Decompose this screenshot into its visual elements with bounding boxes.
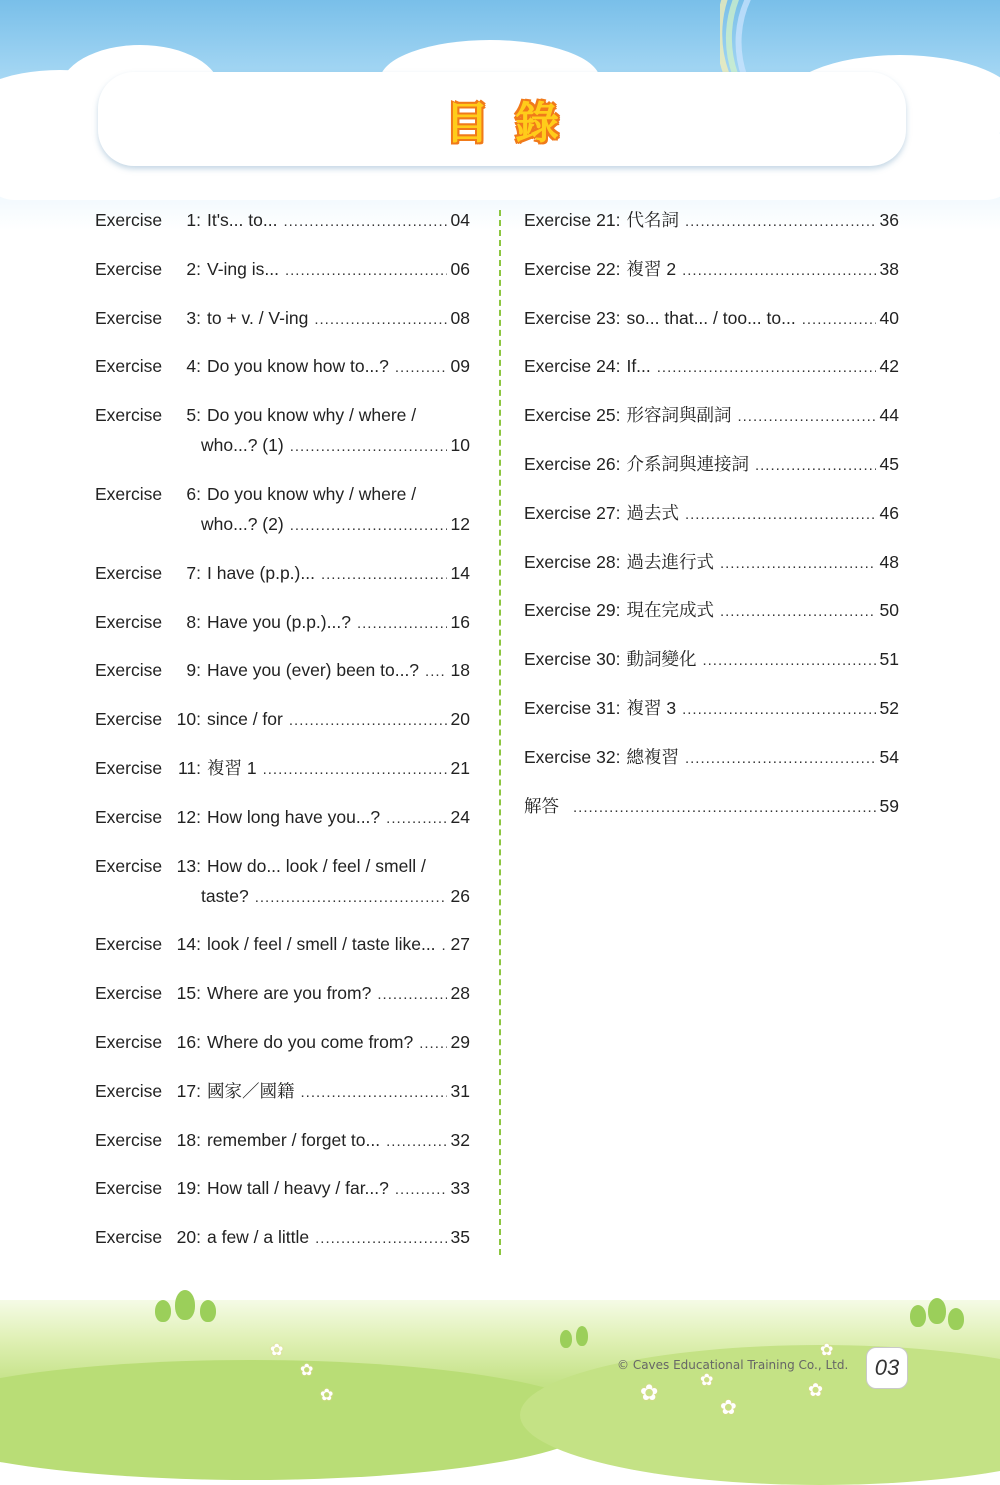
- entry-topic: Do you know why / where /: [206, 405, 417, 426]
- flower-decoration: ✿: [720, 1397, 737, 1419]
- tree-decoration: [560, 1330, 572, 1348]
- entry-topic-continued: taste?: [201, 885, 249, 906]
- entry-page: 29: [450, 1031, 470, 1052]
- entry-topic: Where are you from?: [206, 983, 372, 1004]
- toc-entry[interactable]: Exercise 22 : 複習 2 ..... 38: [524, 254, 899, 284]
- entry-page: 10: [450, 435, 470, 456]
- flower-decoration: ✿: [640, 1380, 659, 1405]
- entry-topic: 介系詞與連接詞: [626, 453, 749, 474]
- leader-dots: [419, 1029, 446, 1059]
- toc-entry[interactable]: Exercise 16 : Where do you come from? ..... 29: [95, 1027, 470, 1057]
- toc-entry[interactable]: Exercise 24 : If... ..... 42: [524, 351, 899, 381]
- toc-entry[interactable]: Exercise 29 : 現在完成式 ..... 50: [524, 595, 899, 625]
- entry-page: 42: [879, 356, 899, 377]
- leader-dots: [685, 207, 876, 237]
- flower-decoration: ✿: [270, 1342, 284, 1359]
- leader-dots: [290, 511, 447, 541]
- toc-entry[interactable]: Exercise 26 : 介系詞與連接詞 ..... 45: [524, 449, 899, 479]
- entry-topic: How long have you...?: [206, 806, 381, 827]
- entry-topic: 動詞變化: [626, 649, 697, 670]
- leader-dots: [802, 305, 876, 335]
- toc-entry[interactable]: Exercise 31 : 複習 3 ..... 52: [524, 693, 899, 723]
- toc-left-column: [95, 205, 470, 1252]
- leader-dots: [285, 256, 447, 286]
- tree-decoration: [155, 1300, 171, 1322]
- leader-dots: [255, 883, 447, 913]
- answers-label: 解答: [524, 795, 559, 816]
- entry-page: 09: [450, 356, 470, 377]
- entry-page: 35: [450, 1227, 470, 1248]
- entry-page: 36: [879, 210, 899, 230]
- entry-topic: Do you know why / where /: [206, 483, 417, 504]
- toc-entry[interactable]: Exercise 28 : 過去進行式 ..... 48: [524, 547, 899, 577]
- flower-decoration: ✿: [808, 1380, 824, 1400]
- entry-topic: How tall / heavy / far...?: [206, 1178, 389, 1199]
- leader-dots: [314, 305, 446, 335]
- toc-entry[interactable]: Exercise 9 : Have you (ever) been to...? ..... 18: [95, 655, 470, 685]
- entry-topic-continued: who...? (2): [201, 513, 284, 534]
- entry-topic: 過去進行式: [626, 551, 714, 572]
- page-number: 03: [866, 1347, 908, 1389]
- toc-entry[interactable]: Exercise 5 : Do you know why / where / who...? (1) ..... 10: [95, 400, 470, 460]
- leader-dots: [720, 597, 876, 627]
- tree-decoration: [576, 1326, 588, 1346]
- leader-dots: [357, 609, 447, 639]
- leader-dots: [682, 256, 875, 286]
- entry-page: 38: [879, 258, 899, 279]
- entry-page: 40: [879, 307, 899, 328]
- leader-dots: [300, 1078, 446, 1108]
- toc-entry[interactable]: Exercise 2 : V-ing is... ..... 06: [95, 254, 470, 284]
- toc-entry[interactable]: Exercise 6 : Do you know why / where / who...? (2) ..... 12: [95, 479, 470, 539]
- tree-decoration: [910, 1305, 926, 1327]
- leader-dots: [321, 560, 447, 590]
- flower-decoration: ✿: [300, 1362, 314, 1379]
- entry-topic: Where do you come from?: [206, 1031, 414, 1052]
- entry-page: 08: [450, 307, 470, 328]
- entry-page: 48: [879, 551, 899, 572]
- toc-entry[interactable]: Exercise 7 : I have (p.p.)... ..... 14: [95, 558, 470, 588]
- entry-topic: a few / a little: [206, 1227, 310, 1248]
- entry-page: 26: [450, 885, 470, 906]
- entry-topic: It's... to...: [206, 210, 278, 230]
- entry-topic: so... that... / too... to...: [626, 307, 796, 328]
- leader-dots: [377, 980, 446, 1010]
- entry-page: 46: [879, 502, 899, 523]
- entry-topic: 現在完成式: [626, 600, 714, 621]
- toc-entry[interactable]: Exercise 12 : How long have you...? ..... 24: [95, 802, 470, 832]
- entry-page: 20: [450, 709, 470, 730]
- entry-page: 54: [879, 746, 899, 767]
- toc-entry[interactable]: Exercise 4 : Do you know how to...? ..... 09: [95, 351, 470, 381]
- toc-entry[interactable]: Exercise 8 : Have you (p.p.)...? ..... 16: [95, 607, 470, 637]
- toc-right-column: [524, 205, 899, 821]
- toc-entry[interactable]: Exercise 13 : How do... look / feel / smell / taste? ..... 26: [95, 851, 470, 911]
- title-banner: [98, 72, 906, 166]
- copyright-text: © Caves Educational Training Co., Ltd.: [617, 1358, 849, 1372]
- leader-dots: [386, 1127, 446, 1157]
- toc-entry[interactable]: Exercise 18 : remember / forget to... ..... 32: [95, 1125, 470, 1155]
- leader-dots: [395, 1175, 447, 1205]
- toc-entry[interactable]: Exercise 27 : 過去式 ..... 46: [524, 498, 899, 528]
- entry-page: 44: [879, 405, 899, 426]
- flower-decoration: ✿: [700, 1372, 714, 1389]
- toc-entry[interactable]: Exercise 14 : look / feel / smell / taste like... ..... 27: [95, 929, 470, 959]
- entry-page: 31: [450, 1080, 470, 1101]
- toc-entry[interactable]: Exercise 10 : since / for ..... 20: [95, 704, 470, 734]
- entry-page: 50: [879, 600, 899, 621]
- leader-dots: [283, 207, 446, 237]
- entry-page: 14: [450, 562, 470, 583]
- leader-dots: [682, 695, 875, 725]
- entry-topic: Have you (ever) been to...?: [206, 660, 420, 681]
- entry-topic: 總複習: [626, 746, 679, 767]
- entry-page: 33: [450, 1178, 470, 1199]
- leader-dots: [737, 402, 875, 432]
- toc-entry[interactable]: Exercise 32 : 總複習 ..... 54: [524, 742, 899, 772]
- entry-topic: remember / forget to...: [206, 1129, 381, 1150]
- entry-topic-continued: who...? (1): [201, 435, 284, 456]
- toc-entry[interactable]: Exercise 15 : Where are you from? ..... 28: [95, 978, 470, 1008]
- entry-topic: 複習 1: [206, 757, 257, 778]
- entry-topic: 國家／國籍: [206, 1080, 295, 1101]
- leader-dots: [442, 931, 447, 961]
- toc-entry[interactable]: Exercise 21 : 代名詞 ..... 36: [524, 205, 899, 235]
- toc-entry[interactable]: Exercise 25 : 形容詞與副詞 ..... 44: [524, 400, 899, 430]
- entry-topic: If...: [626, 356, 651, 377]
- toc-entry[interactable]: Exercise 30 : 動詞變化 ..... 51: [524, 644, 899, 674]
- entry-topic: 形容詞與副詞: [626, 405, 732, 426]
- toc-entry[interactable]: Exercise 3 : to + v. / V-ing ..... 08: [95, 303, 470, 333]
- entry-topic: to + v. / V-ing: [206, 307, 309, 328]
- flower-decoration: ✿: [320, 1387, 334, 1404]
- entry-page: 24: [450, 806, 470, 827]
- entry-page: 59: [879, 795, 899, 816]
- tree-decoration: [928, 1298, 946, 1324]
- tree-decoration: [200, 1300, 216, 1322]
- toc-entry[interactable]: Exercise 19 : How tall / heavy / far...? ..... 33: [95, 1173, 470, 1203]
- leader-dots: [685, 744, 876, 774]
- flower-decoration: ✿: [820, 1342, 834, 1359]
- entry-topic: 代名詞: [626, 210, 679, 230]
- entry-topic: since / for: [206, 709, 283, 730]
- leader-dots: [395, 353, 447, 383]
- toc-entry[interactable]: Exercise 1 : It's... to... ..... 04: [95, 205, 470, 235]
- entry-page: 06: [450, 258, 470, 279]
- leader-dots: [289, 706, 447, 736]
- entry-topic: V-ing is...: [206, 258, 279, 279]
- column-divider: [499, 210, 501, 1255]
- leader-dots: [755, 451, 876, 481]
- toc-entry[interactable]: Exercise 17 : 國家／國籍 ..... 31: [95, 1076, 470, 1106]
- entry-topic: 複習 2: [626, 258, 677, 279]
- page-title: 目錄: [445, 98, 585, 149]
- entry-topic: I have (p.p.)...: [206, 562, 315, 583]
- toc-entry-answers[interactable]: [524, 791, 899, 821]
- leader-dots: [720, 549, 876, 579]
- leader-dots: [290, 432, 447, 462]
- entry-topic: 過去式: [626, 502, 679, 523]
- entry-page: 45: [879, 453, 899, 474]
- entry-page: 32: [450, 1129, 470, 1150]
- leader-dots: [685, 500, 876, 530]
- entry-page: 52: [879, 697, 899, 718]
- leader-dots: [315, 1224, 446, 1254]
- leader-dots: [263, 755, 447, 785]
- entry-topic: look / feel / smell / taste like...: [206, 934, 436, 955]
- tree-decoration: [175, 1290, 195, 1320]
- entry-topic: 複習 3: [626, 697, 677, 718]
- tree-decoration: [948, 1308, 964, 1330]
- leader-dots: [386, 804, 446, 834]
- entry-page: 18: [450, 660, 470, 681]
- toc-entry[interactable]: Exercise 20 : a few / a little ..... 35: [95, 1222, 470, 1252]
- entry-page: 16: [450, 611, 470, 632]
- entry-topic: Have you (p.p.)...?: [206, 611, 351, 632]
- leader-dots: [573, 793, 876, 823]
- entry-page: 04: [450, 210, 470, 230]
- leader-dots: [657, 353, 876, 383]
- entry-page: 51: [879, 649, 899, 670]
- entry-page: 27: [450, 934, 470, 955]
- toc-entry[interactable]: Exercise 11 : 複習 1 ..... 21: [95, 753, 470, 783]
- entry-page: 12: [450, 513, 470, 534]
- leader-dots: [702, 646, 875, 676]
- entry-topic: How do... look / feel / smell /: [206, 855, 426, 876]
- toc-entry[interactable]: Exercise 23 : so... that... / too... to... ..... 40: [524, 303, 899, 333]
- leader-dots: [425, 657, 446, 687]
- entry-page: 21: [450, 757, 470, 778]
- entry-topic: Do you know how to...?: [206, 356, 389, 377]
- entry-page: 28: [450, 983, 470, 1004]
